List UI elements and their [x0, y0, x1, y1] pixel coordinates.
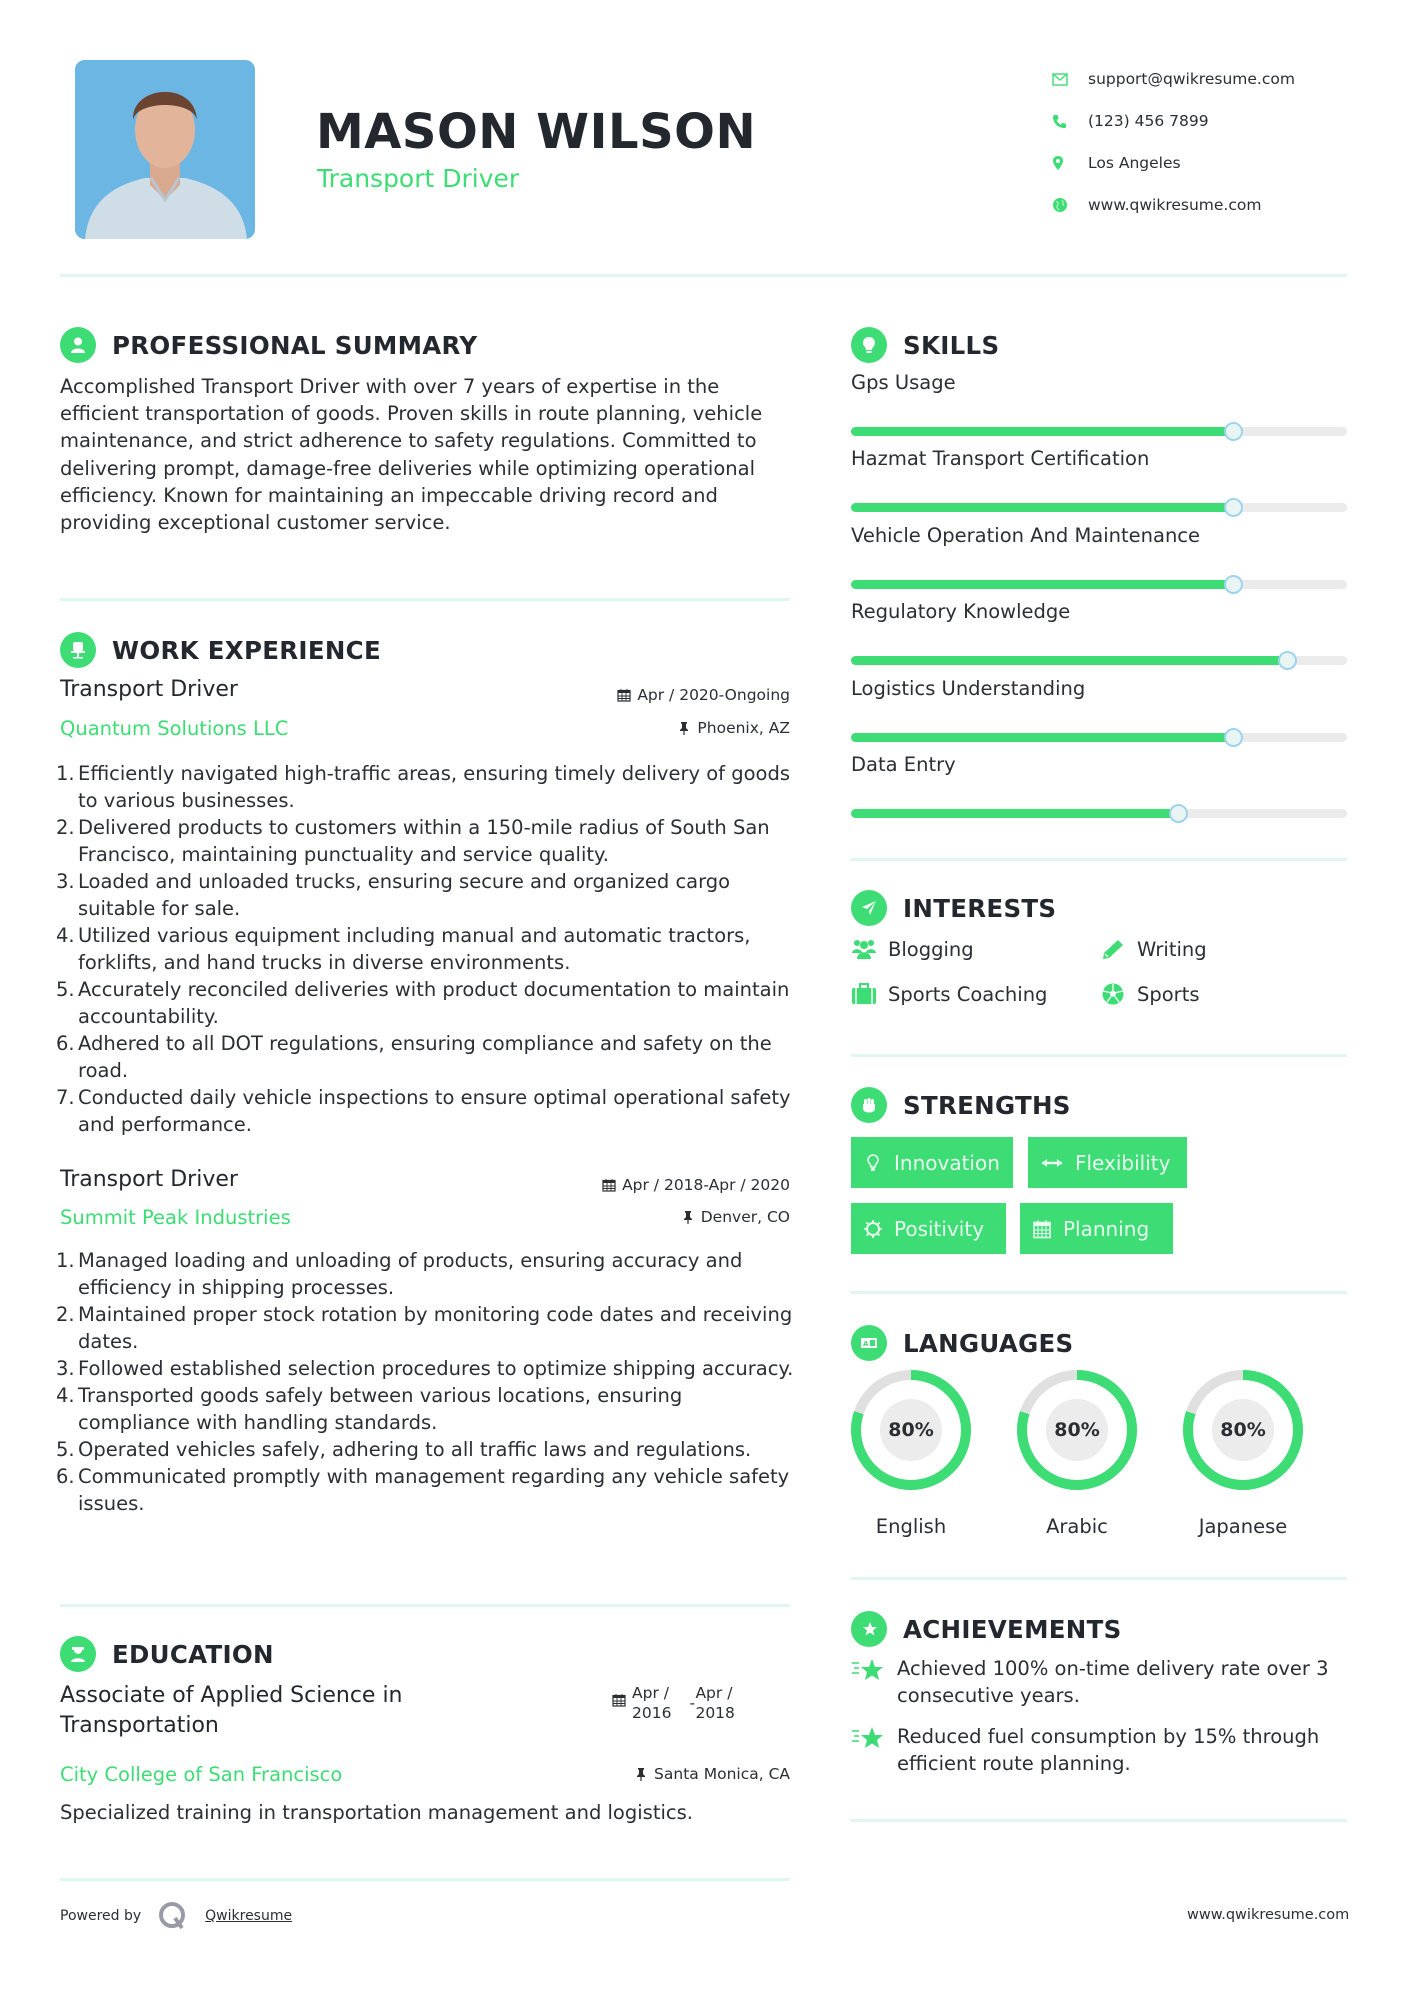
language-label: Arabic — [1046, 1515, 1108, 1538]
degree-line-1: Associate of Applied Science in — [60, 1683, 403, 1708]
job-bullet: Utilized various equipment including manual and automatic tractors, forklifts, and hand trucks in diverse environments. — [78, 924, 751, 974]
map-pin-icon — [1052, 155, 1088, 171]
experience-divider — [60, 1604, 790, 1607]
lightbulb-icon — [863, 1153, 883, 1173]
translate-icon — [851, 1325, 887, 1361]
skill-knob — [1224, 575, 1243, 594]
interests-heading — [851, 890, 1056, 926]
education-end-month: Apr / — [695, 1684, 733, 1702]
achievements-divider — [851, 1819, 1347, 1822]
job-bullet: Loaded and unloaded trucks, ensuring secure and organized cargo suitable for sale. — [78, 870, 731, 920]
interest-label: Sports Coaching — [888, 982, 1048, 1006]
language-japanese — [1181, 1368, 1305, 1538]
award-star-icon — [851, 1611, 887, 1647]
calendar-icon — [612, 1693, 626, 1707]
school-name: City College of San Francisco — [60, 1763, 343, 1786]
qwikresume-logo-icon — [157, 1900, 189, 1932]
skill-knob — [1278, 651, 1297, 670]
skill-knob — [1224, 422, 1243, 441]
user-icon — [60, 327, 96, 363]
phone-icon — [1052, 114, 1088, 129]
qwikresume-link[interactable]: Qwikresume — [205, 1908, 293, 1924]
contact-list — [1052, 58, 1295, 226]
job-bullet: Adhered to all DOT regulations, ensuring compliance and safety on the road. — [78, 1032, 772, 1082]
interests-heading-text: INTERESTS — [903, 893, 1057, 923]
education-description: Specialized training in transportation management and logistics. — [60, 1801, 693, 1824]
calendar-icon — [602, 1178, 616, 1192]
skill-gps-usage — [851, 371, 1347, 436]
job-bullet: Accurately reconciled deliveries with product documentation to maintain accountability. — [78, 978, 790, 1028]
job-2-location-text: Denver, CO — [700, 1208, 790, 1226]
skill-bar — [851, 427, 1347, 436]
education-start-date — [632, 1683, 671, 1723]
skill-label: Vehicle Operation And Maintenance — [851, 524, 1201, 547]
contact-website-text: www.qwikresume.com — [1088, 196, 1262, 214]
language-arabic — [1015, 1368, 1139, 1538]
skills-divider — [851, 858, 1347, 861]
strength-innovation — [851, 1137, 1013, 1188]
skill-bar — [851, 809, 1347, 818]
education-dates — [612, 1683, 735, 1723]
skill-label: Gps Usage — [851, 371, 956, 394]
experience-heading — [60, 632, 381, 668]
language-percent: 80% — [1212, 1399, 1274, 1461]
globe-icon — [1052, 197, 1088, 213]
lightbulb-icon — [851, 327, 887, 363]
language-percent: 80% — [880, 1399, 942, 1461]
skill-regulatory-knowledge — [851, 600, 1347, 665]
contact-location-text: Los Angeles — [1088, 154, 1181, 172]
soccer-ball-icon — [1100, 982, 1126, 1006]
job-2-company: Summit Peak Industries — [60, 1206, 291, 1229]
education-start-year: 2016 — [632, 1704, 672, 1722]
summary-heading-text: PROFESSIONAL SUMMARY — [112, 330, 478, 360]
interest-label: Blogging — [888, 937, 974, 961]
office-chair-icon — [60, 632, 96, 668]
job-1-company: Quantum Solutions LLC — [60, 717, 289, 740]
achievement-item — [851, 1655, 1351, 1709]
job-1-dates-text: Apr / 2020-Ongoing — [637, 686, 790, 704]
header-divider — [60, 274, 1347, 277]
interests-divider — [851, 1054, 1347, 1057]
contact-phone-text: (123) 456 7899 — [1088, 112, 1209, 130]
languages-heading-text: LANGUAGES — [903, 1328, 1074, 1358]
language-label: Japanese — [1198, 1515, 1288, 1538]
skill-label: Hazmat Transport Certification — [851, 447, 1150, 470]
achievement-text: Achieved 100% on-time delivery rate over 3 consecutive years. — [897, 1657, 1329, 1707]
skill-label: Regulatory Knowledge — [851, 600, 1071, 623]
candidate-title: Transport Driver — [317, 164, 520, 193]
briefcase-icon — [851, 982, 877, 1006]
job-bullet: Operated vehicles safely, adhering to all traffic laws and regulations. — [78, 1438, 752, 1461]
pencil-icon — [1100, 937, 1126, 961]
contact-email[interactable] — [1052, 58, 1295, 100]
job-2-dates — [602, 1176, 790, 1194]
skill-label: Logistics Understanding — [851, 677, 1086, 700]
pushpin-icon — [677, 721, 691, 735]
language-ring — [1181, 1368, 1305, 1492]
powered-by-label: Powered by — [60, 1908, 142, 1924]
strength-label: Planning — [1063, 1216, 1150, 1241]
education-end-date — [689, 1683, 735, 1723]
flying-star-icon — [851, 1657, 885, 1685]
footer-url[interactable]: www.qwikresume.com — [1187, 1907, 1350, 1923]
summary-divider — [60, 598, 790, 601]
job-1-title: Transport Driver — [60, 677, 238, 702]
job-bullet: Transported goods safely between various locations, ensuring compliance with handling standards. — [78, 1384, 683, 1434]
education-location — [634, 1765, 790, 1783]
skill-knob — [1224, 728, 1243, 747]
strengths-heading — [851, 1087, 1071, 1123]
skill-vehicle-operation — [851, 524, 1347, 589]
education-end-year: 2018 — [695, 1704, 735, 1722]
contact-phone[interactable] — [1052, 100, 1295, 142]
paper-plane-icon — [851, 890, 887, 926]
footer-powered-by — [60, 1900, 292, 1932]
education-start-month: Apr / — [632, 1684, 669, 1702]
language-label: English — [875, 1515, 947, 1538]
strengths-heading-text: STRENGTHS — [903, 1090, 1071, 1120]
sun-icon — [863, 1219, 883, 1239]
job-1-location-text: Phoenix, AZ — [697, 719, 790, 737]
job-1-bullets — [59, 760, 799, 1138]
strength-label: Innovation — [894, 1150, 1000, 1175]
achievement-item — [851, 1723, 1351, 1777]
strength-label: Positivity — [894, 1216, 985, 1241]
svg-text:A: A — [863, 1340, 869, 1348]
strength-flexibility — [1028, 1137, 1187, 1188]
achievements-heading-text: ACHIEVEMENTS — [903, 1614, 1122, 1644]
flying-star-icon — [851, 1725, 885, 1753]
skill-data-entry — [851, 753, 1347, 818]
profile-photo — [75, 60, 255, 239]
education-location-text: Santa Monica, CA — [654, 1765, 790, 1783]
skill-bar — [851, 580, 1347, 589]
pushpin-icon — [681, 1210, 695, 1224]
calendar-icon — [1032, 1219, 1052, 1239]
achievement-text: Reduced fuel consumption by 15% through efficient route planning. — [897, 1725, 1320, 1775]
contact-email-text: support@qwikresume.com — [1088, 70, 1295, 88]
strength-positivity — [851, 1203, 1006, 1254]
interest-label: Sports — [1137, 982, 1200, 1006]
skill-bar — [851, 656, 1347, 665]
contact-website[interactable] — [1052, 184, 1295, 226]
interest-sports-coaching — [851, 982, 1047, 1006]
contact-location — [1052, 142, 1295, 184]
skill-label: Data Entry — [851, 753, 956, 776]
achievements-heading — [851, 1611, 1122, 1647]
job-1-location — [677, 719, 790, 737]
candidate-name: MASON WILSON — [316, 104, 757, 160]
arrows-horizontal-icon — [1040, 1153, 1064, 1173]
envelope-icon — [1052, 73, 1088, 86]
pushpin-icon — [634, 1767, 648, 1781]
language-percent: 80% — [1046, 1399, 1108, 1461]
job-2-location — [681, 1208, 790, 1226]
job-1-dates — [617, 686, 790, 704]
job-bullet: Delivered products to customers within a 150-mile radius of South San Francisco, maintaining punctuality and service quality. — [78, 816, 770, 866]
skills-heading-text: SKILLS — [903, 330, 1000, 360]
interest-label: Writing — [1137, 937, 1207, 961]
job-2-dates-text: Apr / 2018-Apr / 2020 — [622, 1176, 790, 1194]
languages-heading — [851, 1325, 1073, 1361]
language-ring — [849, 1368, 973, 1492]
job-bullet: Conducted daily vehicle inspections to ensure optimal operational safety and performance. — [78, 1086, 791, 1136]
users-icon — [851, 937, 877, 961]
language-english — [849, 1368, 973, 1538]
languages-divider — [851, 1577, 1347, 1580]
job-bullet: Managed loading and unloading of products, ensuring accuracy and efficiency in shipping processes. — [78, 1249, 743, 1299]
job-bullet: Maintained proper stock rotation by monitoring code dates and receiving dates. — [78, 1303, 793, 1353]
calendar-icon — [617, 688, 631, 702]
skill-bar — [851, 503, 1347, 512]
education-heading — [60, 1636, 274, 1672]
degree-title — [60, 1681, 403, 1741]
summary-heading — [60, 327, 477, 363]
strength-label: Flexibility — [1075, 1150, 1171, 1175]
degree-line-2: Transportation — [60, 1713, 219, 1738]
job-bullet: Efficiently navigated high-traffic areas, ensuring timely delivery of goods to various businesses. — [78, 762, 790, 812]
fist-icon — [851, 1087, 887, 1123]
skill-knob — [1224, 498, 1243, 517]
interest-writing — [1100, 937, 1207, 961]
interest-sports — [1100, 982, 1200, 1006]
skill-hazmat — [851, 447, 1347, 512]
education-heading-text: EDUCATION — [112, 1639, 274, 1669]
graduate-icon — [60, 1636, 96, 1672]
strength-planning — [1020, 1203, 1173, 1254]
skill-bar — [851, 733, 1347, 742]
education-divider — [60, 1878, 790, 1881]
interest-blogging — [851, 937, 974, 961]
job-2-title: Transport Driver — [60, 1167, 238, 1192]
job-bullet: Followed established selection procedures to optimize shipping accuracy. — [78, 1357, 794, 1380]
skill-logistics — [851, 677, 1347, 742]
skills-heading — [851, 327, 999, 363]
date-separator: - — [689, 1694, 696, 1712]
language-ring — [1015, 1368, 1139, 1492]
job-bullet: Communicated promptly with management regarding any vehicle safety issues. — [78, 1465, 790, 1515]
summary-text: Accomplished Transport Driver with over 7 years of expertise in the efficient transportation of goods. Proven skills in route planning, vehicle maintenance, and strict adherence to safety regulations. Committed to delivering prompt, damage-free deliveries while optimizing operational efficiency. Known for maintaining an impeccable driving record and providing exceptional customer service. — [60, 375, 763, 535]
job-2-bullets — [59, 1247, 799, 1517]
strengths-divider — [851, 1291, 1347, 1294]
experience-heading-text: WORK EXPERIENCE — [112, 635, 381, 665]
skill-knob — [1169, 804, 1188, 823]
